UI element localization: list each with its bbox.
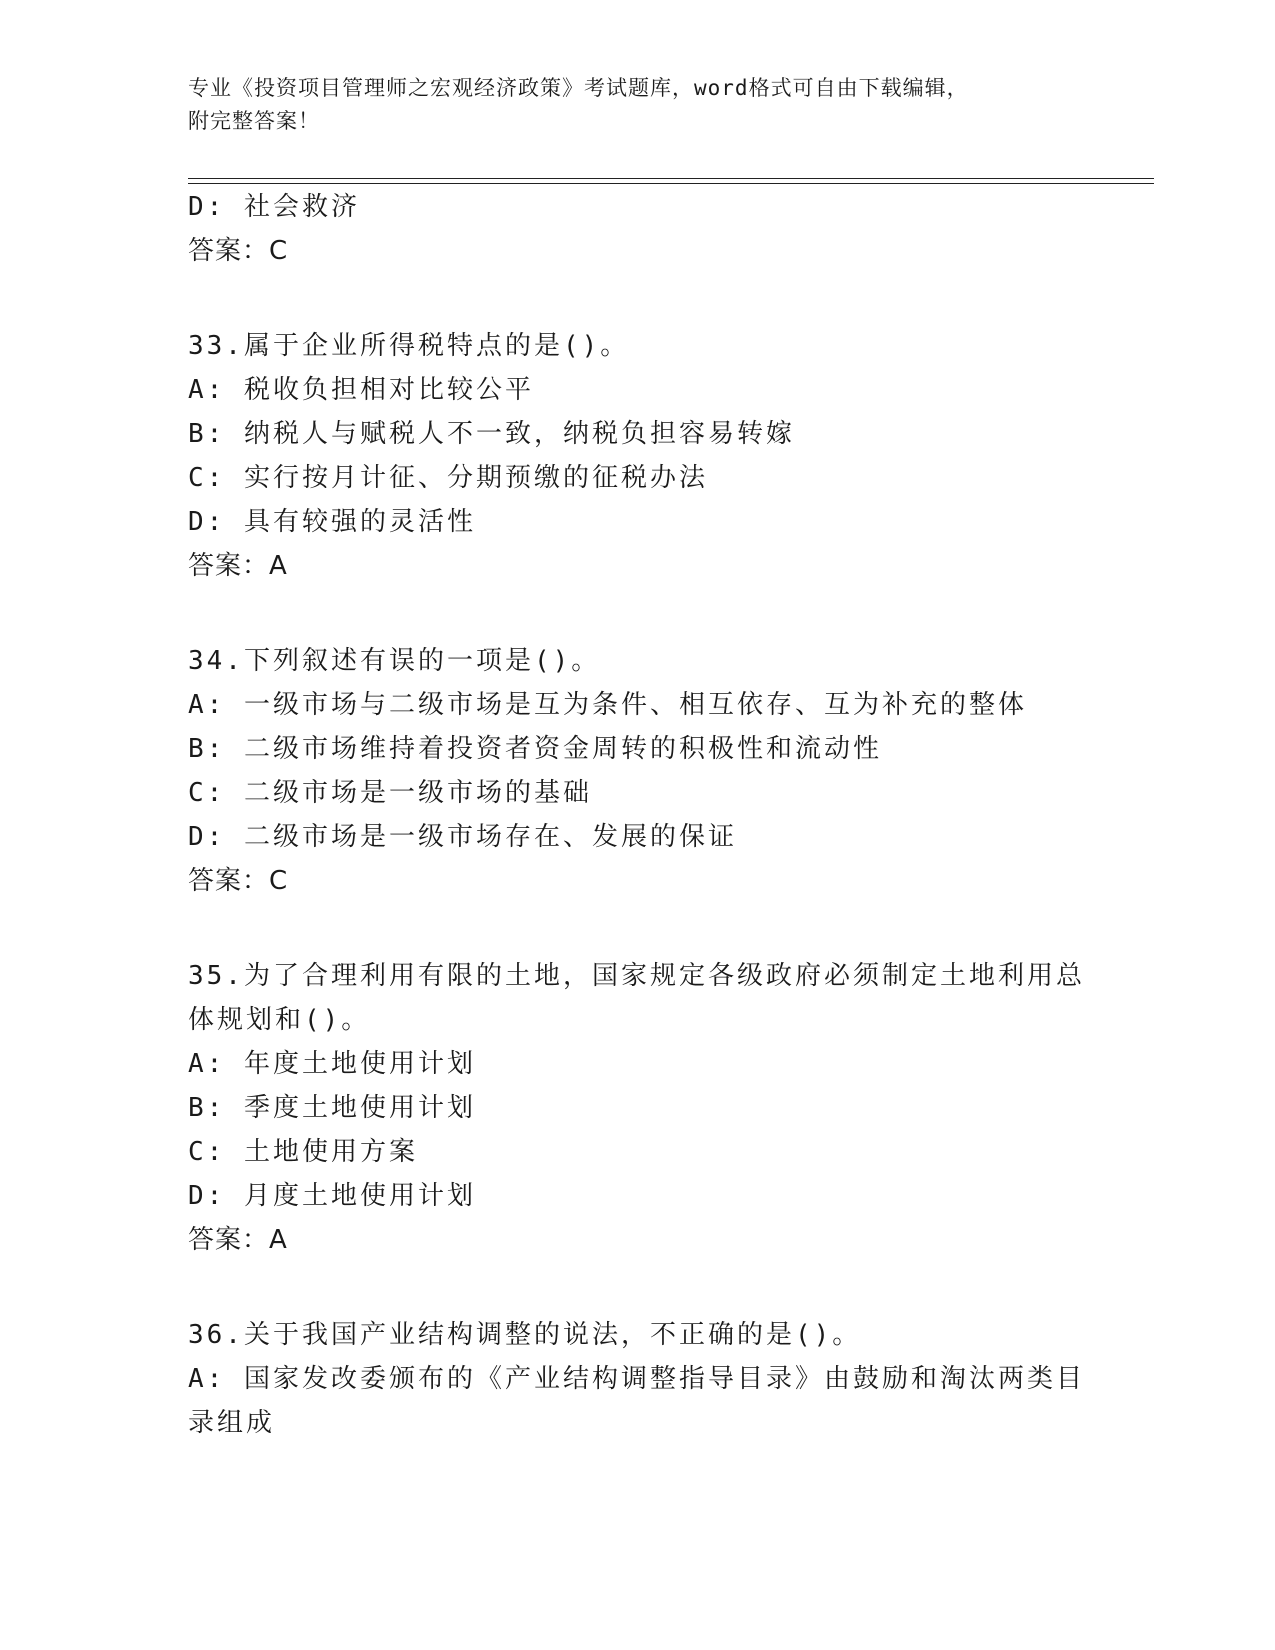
header-rule-top — [188, 178, 1154, 179]
q34-stem: 34.下列叙述有误的一项是()。 — [188, 646, 601, 676]
q35-option-b: B: 季度土地使用计划 — [188, 1093, 476, 1123]
q34-option-d: D: 二级市场是一级市场存在、发展的保证 — [188, 822, 737, 852]
q35-option-c: C: 土地使用方案 — [188, 1137, 418, 1167]
q36-stem: 36.关于我国产业结构调整的说法，不正确的是()。 — [188, 1320, 862, 1350]
q33-option-d: D: 具有较强的灵活性 — [188, 507, 476, 537]
q35-stem-line-2: 体规划和()。 — [188, 1005, 371, 1035]
header-line-2: 附完整答案！ — [188, 109, 320, 133]
q33-answer: 答案：A — [188, 551, 288, 581]
q34-option-a: A: 一级市场与二级市场是互为条件、相互依存、互为补充的整体 — [188, 690, 1027, 720]
prev-option-d: D: 社会救济 — [188, 192, 360, 222]
prev-answer: 答案：C — [188, 236, 289, 266]
q35-option-a: A: 年度土地使用计划 — [188, 1049, 476, 1079]
q35-stem-line-1: 35.为了合理利用有限的土地，国家规定各级政府必须制定土地利用总 — [188, 961, 1085, 991]
header-line-1: 专业《投资项目管理师之宏观经济政策》考试题库，word格式可自由下载编辑， — [188, 76, 969, 100]
q34-option-b: B: 二级市场维持着投资者资金周转的积极性和流动性 — [188, 734, 882, 764]
q33-stem: 33.属于企业所得税特点的是()。 — [188, 331, 630, 361]
q33-option-b: B: 纳税人与赋税人不一致，纳税负担容易转嫁 — [188, 419, 795, 449]
q35-option-d: D: 月度土地使用计划 — [188, 1181, 476, 1211]
q33-option-c: C: 实行按月计征、分期预缴的征税办法 — [188, 463, 708, 493]
page-header — [188, 72, 1088, 138]
q34-option-c: C: 二级市场是一级市场的基础 — [188, 778, 592, 808]
q33-option-a: A: 税收负担相对比较公平 — [188, 375, 534, 405]
header-rule-bottom — [188, 183, 1154, 184]
q36-option-a-line-2: 录组成 — [188, 1408, 276, 1438]
q36-option-a-line-1: A: 国家发改委颁布的《产业结构调整指导目录》由鼓励和淘汰两类目 — [188, 1364, 1085, 1394]
q35-answer: 答案：A — [188, 1225, 288, 1255]
q34-answer: 答案：C — [188, 866, 289, 896]
